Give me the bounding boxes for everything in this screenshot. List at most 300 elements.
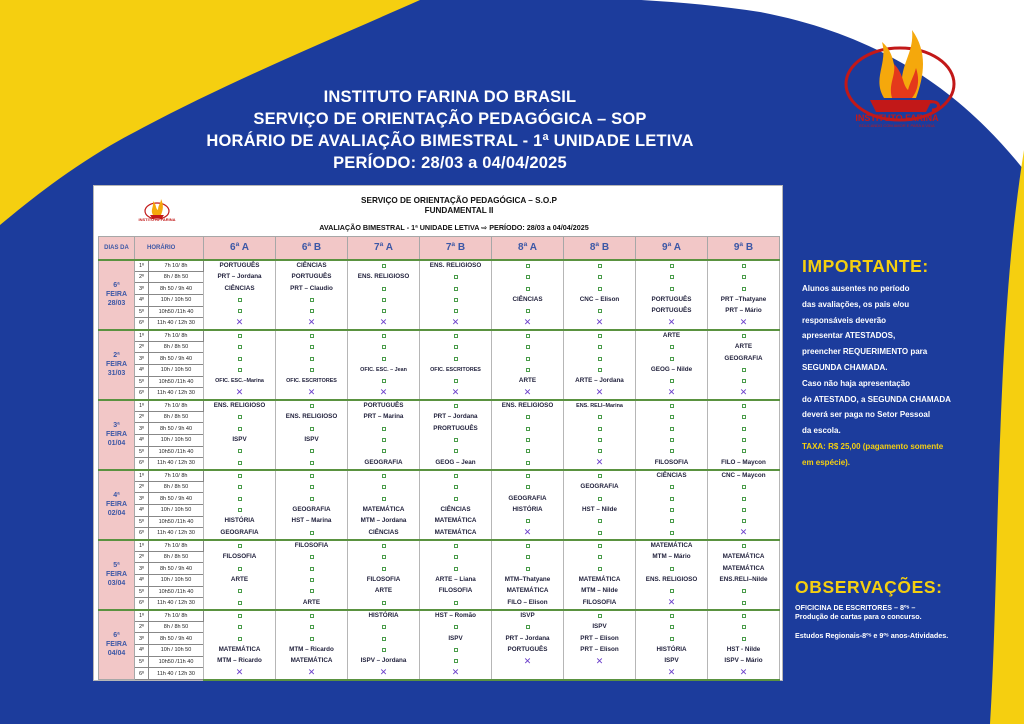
empty-slot-square <box>564 283 635 294</box>
exam-entry: ENS. RELI–Marina <box>576 402 623 409</box>
square-icon <box>382 497 386 501</box>
class-cell-slots <box>420 331 491 399</box>
square-icon <box>670 497 674 501</box>
square-icon <box>238 508 242 512</box>
class-cell-slots <box>204 541 275 609</box>
square-icon <box>310 614 314 618</box>
empty-slot-square <box>492 471 563 482</box>
square-icon <box>382 485 386 489</box>
class-cell-slots <box>564 611 635 679</box>
period-number: 6º <box>135 598 149 610</box>
class-cell-slots <box>708 471 779 539</box>
exam-entry: PRT – Jordana <box>433 413 478 421</box>
class-cell <box>564 260 636 330</box>
empty-slot-square <box>420 434 491 445</box>
square-icon <box>238 427 242 431</box>
exam-entry: PRORTUGUÊS <box>433 424 478 432</box>
period-number: 3º <box>135 493 149 505</box>
empty-slot-square <box>708 516 779 527</box>
day-label-line: 3ª <box>113 422 120 429</box>
square-icon <box>454 449 458 453</box>
empty-slot-square <box>348 563 419 574</box>
period-time: 10h50 /11h 40 <box>149 656 204 668</box>
class-cell-slots <box>348 331 419 399</box>
class-cell-slots <box>708 331 779 399</box>
exam-entry: GEOG – Jean <box>435 458 476 466</box>
class-cell <box>276 330 348 400</box>
empty-slot-square <box>708 423 779 434</box>
empty-slot-square <box>708 376 779 387</box>
day-label-line: FEIRA <box>106 361 127 368</box>
sheet-title <box>309 196 609 216</box>
exam-entry: PRT – Jordana <box>217 273 262 281</box>
square-icon <box>382 555 386 559</box>
empty-slot-square <box>564 541 635 552</box>
cross-mark <box>708 317 779 328</box>
exam-entry: MATEMÁTICA <box>722 553 765 561</box>
square-icon <box>526 415 530 419</box>
empty-slot-square <box>564 493 635 504</box>
empty-slot-square <box>204 493 275 504</box>
empty-slot-square <box>564 611 635 622</box>
empty-slot-square <box>420 597 491 608</box>
class-cell <box>348 610 420 680</box>
empty-slot-square <box>564 342 635 353</box>
square-icon <box>238 334 242 338</box>
schedule-row <box>99 540 780 552</box>
class-cell-slots <box>420 541 491 609</box>
class-cell-slots <box>276 611 347 679</box>
cross-mark <box>564 317 635 328</box>
square-icon <box>382 345 386 349</box>
class-cell-slots <box>276 261 347 329</box>
empty-slot-square <box>492 434 563 445</box>
class-cell <box>708 610 780 680</box>
sheet-title-line-2: FUNDAMENTAL II <box>424 206 494 215</box>
class-cell <box>348 540 420 610</box>
importante-line: responsáveis deverão <box>802 315 887 325</box>
square-icon <box>526 544 530 548</box>
empty-slot-square <box>492 541 563 552</box>
header-line-1: INSTITUTO FARINA DO BRASIL <box>323 88 577 106</box>
exam-entry: MATEMÁTICA <box>506 587 549 595</box>
square-icon <box>598 555 602 559</box>
importante-line: das avaliações, os pais e/ou <box>802 299 910 309</box>
cross-mark-icon: ✕ <box>667 387 676 398</box>
square-icon <box>742 368 746 372</box>
empty-slot-square <box>636 283 707 294</box>
period-time: 8h / 8h 50 <box>149 411 204 423</box>
square-icon <box>310 589 314 593</box>
period-number: 2º <box>135 341 149 353</box>
empty-slot-square <box>276 457 347 468</box>
exam-entry: PORTUGUÊS <box>363 401 404 409</box>
exam-entry: ISVP <box>520 611 535 619</box>
empty-slot-square <box>204 446 275 457</box>
square-icon <box>598 449 602 453</box>
period-number: 2º <box>135 411 149 423</box>
period-time: 8h 50 / 9h 40 <box>149 563 204 575</box>
period-number: 3º <box>135 353 149 365</box>
empty-slot-square <box>420 644 491 655</box>
exam-entry: MTM – Jordana <box>360 517 407 525</box>
class-cell-slots <box>636 471 707 539</box>
period-number: 1º <box>135 470 149 482</box>
square-icon <box>526 334 530 338</box>
square-icon <box>598 531 602 535</box>
empty-slot-square <box>420 401 491 412</box>
square-icon <box>238 298 242 302</box>
square-icon <box>382 357 386 361</box>
exam-entry: HST – Marina <box>291 517 332 525</box>
class-cell-slots <box>348 401 419 469</box>
empty-slot-square <box>348 541 419 552</box>
period-number: 4º <box>135 434 149 446</box>
empty-slot-square <box>564 446 635 457</box>
observacoes-item-1-line-2: Produção de cartas para o concurso. <box>795 612 922 621</box>
square-icon <box>310 474 314 478</box>
square-icon <box>598 544 602 548</box>
empty-slot-square <box>204 586 275 597</box>
empty-slot-square <box>348 283 419 294</box>
square-icon <box>382 438 386 442</box>
exam-entry: ARTE – Liana <box>435 575 476 583</box>
empty-slot-square <box>276 586 347 597</box>
square-icon <box>454 648 458 652</box>
exam-entry: ISPV – Jordana <box>360 657 407 665</box>
cross-mark-icon: ✕ <box>235 387 244 398</box>
square-icon <box>598 368 602 372</box>
exam-entry: ENS.RELI–Nilde <box>719 575 768 583</box>
square-icon <box>238 625 242 629</box>
empty-slot-square <box>636 563 707 574</box>
period-number: 4º <box>135 504 149 516</box>
cross-mark <box>636 317 707 328</box>
class-cell-slots <box>492 541 563 609</box>
square-icon <box>526 555 530 559</box>
exam-entry: ENS. RELIGIOSO <box>645 575 698 583</box>
square-icon <box>598 275 602 279</box>
square-icon <box>526 485 530 489</box>
exam-entry: PRT – Elison <box>580 645 619 653</box>
empty-slot-square <box>708 272 779 283</box>
empty-slot-square <box>564 527 635 538</box>
period-number: 2º <box>135 551 149 563</box>
empty-slot-square <box>708 434 779 445</box>
cross-mark-icon: ✕ <box>739 317 748 328</box>
empty-slot-square <box>708 622 779 633</box>
exam-entry: ENS. RELIGIOSO <box>285 413 338 421</box>
exam-entry: MTM – Nilde <box>581 587 618 595</box>
class-cell-slots <box>204 261 275 329</box>
empty-slot-square <box>708 493 779 504</box>
class-cell-slots <box>204 331 275 399</box>
square-icon <box>742 264 746 268</box>
schedule-row <box>99 400 780 412</box>
empty-slot-square <box>492 423 563 434</box>
day-label <box>99 540 135 610</box>
exam-entry: FILOSOFIA <box>294 541 329 549</box>
header-line-3: HORÁRIO DE AVALIAÇÃO BIMESTRAL - 1ª UNIDADE LETIVA <box>206 132 694 150</box>
empty-slot-square <box>420 656 491 667</box>
class-cell-slots <box>492 471 563 539</box>
period-time: 8h 50 / 9h 40 <box>149 423 204 435</box>
period-number: 5º <box>135 446 149 458</box>
exam-entry: FILOSOFIA <box>654 458 689 466</box>
exam-entry: PORTUGUÊS <box>651 307 692 315</box>
empty-slot-square <box>204 597 275 608</box>
empty-slot-square <box>564 423 635 434</box>
class-cell <box>708 330 780 400</box>
empty-slot-square <box>348 493 419 504</box>
period-time: 8h 50 / 9h 40 <box>149 633 204 645</box>
empty-slot-square <box>420 446 491 457</box>
square-icon <box>598 614 602 618</box>
day-label-line: 2ª <box>113 352 120 359</box>
day-label-line: FEIRA <box>106 571 127 578</box>
empty-slot-square <box>708 261 779 272</box>
empty-slot-square <box>564 261 635 272</box>
exam-entry: GEOGRAFIA <box>580 483 619 491</box>
square-icon <box>670 287 674 291</box>
sheet-logo-name: INSTITUTO FARINA <box>138 217 176 222</box>
cross-mark <box>348 387 419 398</box>
cross-mark <box>420 667 491 678</box>
square-icon <box>742 637 746 641</box>
class-cell <box>420 540 492 610</box>
square-icon <box>526 345 530 349</box>
period-number: 4º <box>135 364 149 376</box>
square-icon <box>598 264 602 268</box>
empty-slot-square <box>276 527 347 538</box>
cross-mark <box>564 387 635 398</box>
period-number: 2º <box>135 621 149 633</box>
square-icon <box>454 601 458 605</box>
empty-slot-square <box>564 272 635 283</box>
class-cell <box>492 610 564 680</box>
empty-slot-square <box>276 306 347 317</box>
period-number: 1º <box>135 540 149 552</box>
empty-slot-square <box>708 597 779 608</box>
square-icon <box>454 485 458 489</box>
square-icon <box>310 567 314 571</box>
header-class: 9ª B <box>708 237 780 260</box>
square-icon <box>526 474 530 478</box>
class-cell <box>204 330 276 400</box>
observacoes-item-1-line-1: OFICICINA DE ESCRITORES – 8ºˢ – <box>795 603 916 612</box>
period-number: 4º <box>135 644 149 656</box>
exam-entry: MTM–Thatyane <box>504 575 551 583</box>
empty-slot-square <box>708 401 779 412</box>
square-icon <box>670 625 674 629</box>
empty-slot-square <box>492 364 563 375</box>
class-cell <box>492 540 564 610</box>
cross-mark-icon: ✕ <box>523 317 532 328</box>
period-time: 7h 10/ 8h <box>149 330 204 342</box>
class-cell-slots <box>636 401 707 469</box>
square-icon <box>670 589 674 593</box>
empty-slot-square <box>564 412 635 423</box>
exam-entry: HST - Nilde <box>726 645 761 653</box>
square-icon <box>454 474 458 478</box>
cross-mark <box>348 317 419 328</box>
square-icon <box>454 379 458 383</box>
empty-slot-square <box>348 423 419 434</box>
cross-mark-icon: ✕ <box>667 667 676 678</box>
exam-entry: MATEMÁTICA <box>218 645 261 653</box>
exam-entry: OFIC. ESC. – Jean <box>360 366 407 373</box>
square-icon <box>238 474 242 478</box>
empty-slot-square <box>636 633 707 644</box>
exam-entry: MTM – Ricardo <box>289 645 334 653</box>
square-icon <box>598 497 602 501</box>
period-time: 8h / 8h 50 <box>149 341 204 353</box>
cross-mark-icon: ✕ <box>739 387 748 398</box>
square-icon <box>382 637 386 641</box>
class-cell <box>204 400 276 470</box>
period-time: 10h / 10h 50 <box>149 364 204 376</box>
exam-entry: ARTE <box>734 343 753 351</box>
period-number: 3º <box>135 283 149 295</box>
exam-entry: OFIC. ESCRITORES <box>286 378 337 385</box>
cross-mark-icon: ✕ <box>523 387 532 398</box>
square-icon <box>742 614 746 618</box>
period-time: 10h50 /11h 40 <box>149 446 204 458</box>
importante-line: preencher REQUERIMENTO para <box>802 347 928 357</box>
exam-entry: MATEMÁTICA <box>434 517 477 525</box>
empty-slot-square <box>636 272 707 283</box>
empty-slot-square <box>708 283 779 294</box>
class-cell <box>708 260 780 330</box>
exam-entry: HISTÓRIA <box>224 517 255 525</box>
period-number: 5º <box>135 516 149 528</box>
period-time: 10h50 /11h 40 <box>149 516 204 528</box>
empty-slot-square <box>492 331 563 342</box>
square-icon <box>310 368 314 372</box>
empty-slot-square <box>492 272 563 283</box>
empty-slot-square <box>276 331 347 342</box>
schedule-row <box>99 610 780 622</box>
square-icon <box>670 519 674 523</box>
square-icon <box>238 449 242 453</box>
day-label-line: 6ª <box>113 282 120 289</box>
class-cell <box>564 540 636 610</box>
empty-slot-square <box>420 552 491 563</box>
square-icon <box>598 415 602 419</box>
exam-entry: OFIC. ESC.–Marina <box>215 378 264 385</box>
day-label <box>99 330 135 400</box>
empty-slot-square <box>348 353 419 364</box>
period-number: 3º <box>135 423 149 435</box>
exam-entry: PRT – Marina <box>363 413 404 421</box>
empty-slot-square <box>204 423 275 434</box>
empty-slot-square <box>636 434 707 445</box>
period-time: 10h / 10h 50 <box>149 504 204 516</box>
square-icon <box>742 404 746 408</box>
class-cell <box>420 400 492 470</box>
empty-slot-square <box>276 482 347 493</box>
square-icon <box>454 625 458 629</box>
square-icon <box>454 438 458 442</box>
exam-entry: CIÊNCIAS <box>656 471 687 479</box>
empty-slot-square <box>420 283 491 294</box>
empty-slot-square <box>636 622 707 633</box>
class-cell-slots <box>492 331 563 399</box>
class-cell <box>420 330 492 400</box>
exam-entry: OFIC. ESCRITORES <box>430 366 481 373</box>
empty-slot-square <box>636 401 707 412</box>
square-icon <box>382 264 386 268</box>
empty-slot-square <box>636 412 707 423</box>
square-icon <box>598 519 602 523</box>
empty-slot-square <box>420 541 491 552</box>
cross-mark <box>636 387 707 398</box>
square-icon <box>742 544 746 548</box>
exam-entry: ISPV <box>448 634 463 642</box>
period-time: 8h / 8h 50 <box>149 481 204 493</box>
empty-slot-square <box>348 342 419 353</box>
empty-slot-square <box>636 527 707 538</box>
square-icon <box>382 379 386 383</box>
class-cell-slots <box>708 611 779 679</box>
period-number: 5º <box>135 586 149 598</box>
class-cell <box>420 470 492 540</box>
class-cell <box>492 260 564 330</box>
class-cell-slots <box>420 471 491 539</box>
empty-slot-square <box>276 446 347 457</box>
square-icon <box>670 438 674 442</box>
exam-entry: GEOGRAFIA <box>508 494 547 502</box>
square-icon <box>670 449 674 453</box>
cross-mark <box>276 387 347 398</box>
empty-slot-square <box>204 471 275 482</box>
square-icon <box>526 519 530 523</box>
exam-entry: ARTE <box>518 377 537 385</box>
cross-mark <box>420 317 491 328</box>
period-number: 2º <box>135 481 149 493</box>
cross-mark-icon: ✕ <box>379 317 388 328</box>
empty-slot-square <box>276 353 347 364</box>
class-cell-slots <box>708 401 779 469</box>
day-label-line: 28/03 <box>107 300 126 307</box>
class-cell <box>276 540 348 610</box>
class-cell-slots <box>564 331 635 399</box>
period-number: 4º <box>135 294 149 306</box>
cross-mark <box>204 667 275 678</box>
empty-slot-square <box>420 342 491 353</box>
exam-entry: PRT –Thatyane <box>720 295 767 303</box>
exam-entry: ARTE <box>662 331 681 339</box>
cross-mark <box>276 317 347 328</box>
square-icon <box>598 287 602 291</box>
period-time: 10h / 10h 50 <box>149 294 204 306</box>
exam-entry: CIÊNCIAS <box>368 528 399 536</box>
period-time: 7h 10/ 8h <box>149 470 204 482</box>
period-number: 5º <box>135 376 149 388</box>
empty-slot-square <box>204 482 275 493</box>
empty-slot-square <box>420 471 491 482</box>
empty-slot-square <box>564 434 635 445</box>
empty-slot-square <box>708 364 779 375</box>
square-icon <box>670 485 674 489</box>
cross-mark-icon: ✕ <box>307 667 316 678</box>
cross-mark-icon: ✕ <box>739 667 748 678</box>
class-cell <box>276 610 348 680</box>
empty-slot-square <box>276 563 347 574</box>
cross-mark <box>636 597 707 608</box>
header-line-2: SERVIÇO DE ORIENTAÇÃO PEDAGÓGICA – SOP <box>253 110 647 128</box>
class-cell-slots <box>708 541 779 609</box>
